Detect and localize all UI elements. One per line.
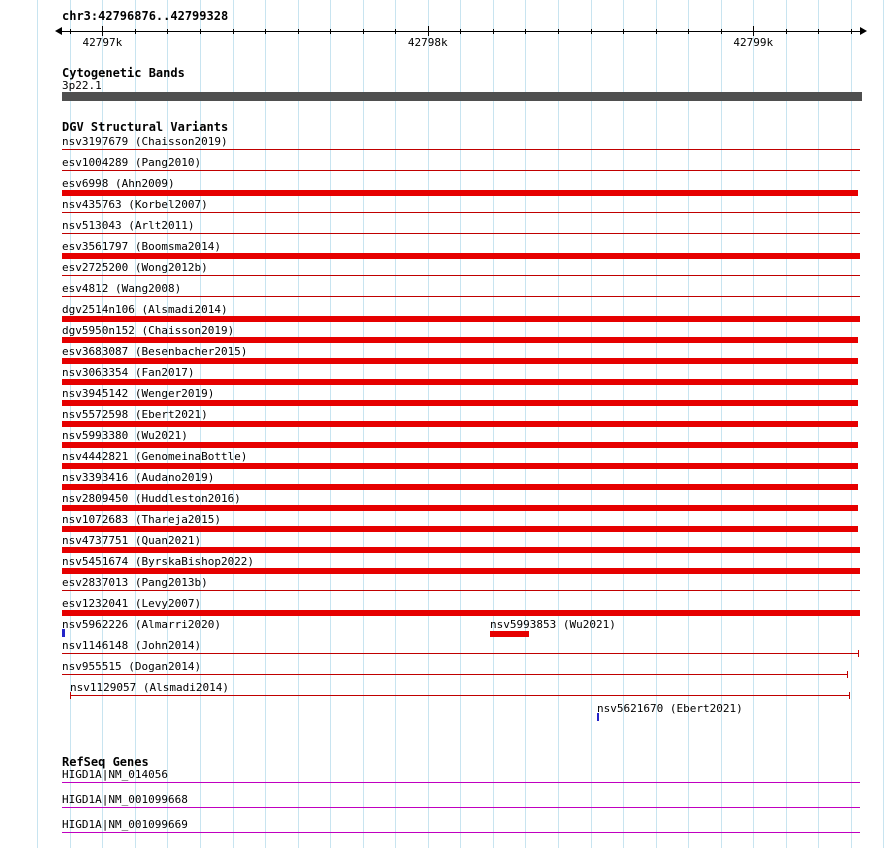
ruler-tick [591, 29, 592, 34]
ruler-tick-label: 42799k [733, 36, 774, 49]
ruler-tick [395, 29, 396, 34]
variant-feature[interactable] [62, 400, 858, 406]
ruler-tick [786, 29, 787, 34]
variant-feature[interactable] [62, 568, 860, 574]
ruler-arrow-left-icon [55, 27, 62, 35]
variant-label: nsv5572598 (Ebert2021) [62, 408, 208, 421]
ruler-tick-label: 42798k [407, 36, 448, 49]
variant-label: nsv3393416 (Audano2019) [62, 471, 215, 484]
variant-label: nsv4442821 (GenomeinaBottle) [62, 450, 248, 463]
ruler-tick [135, 29, 136, 34]
variant-feature[interactable] [62, 170, 860, 171]
variant-feature[interactable] [490, 631, 529, 637]
variant-label: nsv5621670 (Ebert2021) [597, 702, 743, 715]
variant-feature[interactable] [62, 296, 860, 297]
ruler-tick [851, 29, 852, 34]
variant-feature-end [849, 692, 850, 699]
ruler-tick [265, 29, 266, 34]
variant-feature[interactable] [62, 526, 858, 532]
variant-feature[interactable] [62, 149, 860, 150]
variant-label: nsv5993380 (Wu2021) [62, 429, 188, 442]
variant-label: nsv513043 (Arlt2011) [62, 219, 195, 232]
variant-feature[interactable] [62, 379, 858, 385]
gene-label: HIGD1A|NM_001099669 [62, 818, 188, 831]
cytobands-track-title: Cytogenetic Bands [62, 66, 185, 80]
gridline [37, 0, 38, 848]
variant-label: nsv435763 (Korbel2007) [62, 198, 208, 211]
variant-feature[interactable] [62, 190, 858, 196]
variant-feature-end [847, 671, 848, 678]
variant-label: nsv2809450 (Huddleston2016) [62, 492, 241, 505]
ruler-tick [688, 29, 689, 34]
variant-label: nsv1072683 (Thareja2015) [62, 513, 221, 526]
variant-label: esv2837013 (Pang2013b) [62, 576, 208, 589]
variant-label: nsv1146148 (John2014) [62, 639, 202, 652]
gene-label: HIGD1A|NM_001099668 [62, 793, 188, 806]
gene-feature[interactable] [62, 782, 860, 783]
variant-feature[interactable] [62, 212, 860, 213]
ruler-tick [102, 26, 103, 36]
variant-label: dgv2514n106 (Alsmadi2014) [62, 303, 228, 316]
cytoband-label: 3p22.1 [62, 79, 102, 92]
variant-label: nsv5993853 (Wu2021) [490, 618, 616, 631]
ruler-tick [363, 29, 364, 34]
variant-label: nsv4737751 (Quan2021) [62, 534, 202, 547]
ruler-tick [558, 29, 559, 34]
ruler-tick [460, 29, 461, 34]
variant-feature[interactable] [62, 590, 860, 591]
ruler-tick [656, 29, 657, 34]
variant-label: esv2725200 (Wong2012b) [62, 261, 208, 274]
variant-feature-end [858, 650, 859, 657]
variant-label: nsv5451674 (ByrskaBishop2022) [62, 555, 255, 568]
ruler-tick [330, 29, 331, 34]
variant-label: esv3683087 (Besenbacher2015) [62, 345, 248, 358]
ruler-tick [623, 29, 624, 34]
ruler-tick [233, 29, 234, 34]
variant-feature[interactable] [62, 442, 858, 448]
ruler-tick [70, 29, 71, 34]
variant-label: dgv5950n152 (Chaisson2019) [62, 324, 235, 337]
variant-label: nsv3063354 (Fan2017) [62, 366, 195, 379]
ruler-arrow-right-icon [860, 27, 867, 35]
variant-feature[interactable] [62, 610, 860, 616]
variant-feature[interactable] [62, 316, 860, 322]
ruler-tick-label: 42797k [82, 36, 123, 49]
ruler-tick [200, 29, 201, 34]
variant-feature[interactable] [70, 695, 849, 696]
ruler-tick [493, 29, 494, 34]
gene-label: HIGD1A|NM_014056 [62, 768, 168, 781]
variant-label: nsv3945142 (Wenger2019) [62, 387, 215, 400]
variant-feature[interactable] [62, 547, 860, 553]
variant-feature[interactable] [62, 653, 858, 654]
variant-label: esv4812 (Wang2008) [62, 282, 182, 295]
variant-feature[interactable] [62, 253, 860, 259]
gridline [883, 0, 884, 848]
variant-feature[interactable] [62, 358, 858, 364]
variant-label: nsv955515 (Dogan2014) [62, 660, 202, 673]
ruler-tick [167, 29, 168, 34]
variant-feature[interactable] [62, 421, 858, 427]
variant-label: esv1232041 (Levy2007) [62, 597, 202, 610]
ruler-tick [298, 29, 299, 34]
variant-label: esv6998 (Ahn2009) [62, 177, 175, 190]
variant-feature[interactable] [62, 275, 860, 276]
gene-feature[interactable] [62, 807, 860, 808]
ruler-tick [525, 29, 526, 34]
variant-label: esv3561797 (Boomsma2014) [62, 240, 221, 253]
ruler-tick [428, 26, 429, 36]
ruler-tick [721, 29, 722, 34]
cytoband-bar[interactable] [62, 92, 862, 101]
variant-label: nsv1129057 (Alsmadi2014) [70, 681, 229, 694]
variant-label: nsv5962226 (Almarri2020) [62, 618, 221, 631]
variant-feature[interactable] [62, 484, 858, 490]
variant-feature[interactable] [62, 337, 858, 343]
variant-feature[interactable] [62, 233, 860, 234]
ruler-tick [753, 26, 754, 36]
variant-label: nsv3197679 (Chaisson2019) [62, 135, 228, 148]
variant-label: esv1004289 (Pang2010) [62, 156, 202, 169]
dgv-track-title: DGV Structural Variants [62, 120, 229, 134]
variant-feature[interactable] [62, 463, 858, 469]
region-title: chr3:42796876..42799328 [62, 9, 229, 23]
variant-feature[interactable] [62, 674, 847, 675]
ruler-tick [818, 29, 819, 34]
refseq-track-title: RefSeq Genes [62, 755, 149, 769]
gene-feature[interactable] [62, 832, 860, 833]
variant-feature[interactable] [62, 505, 858, 511]
